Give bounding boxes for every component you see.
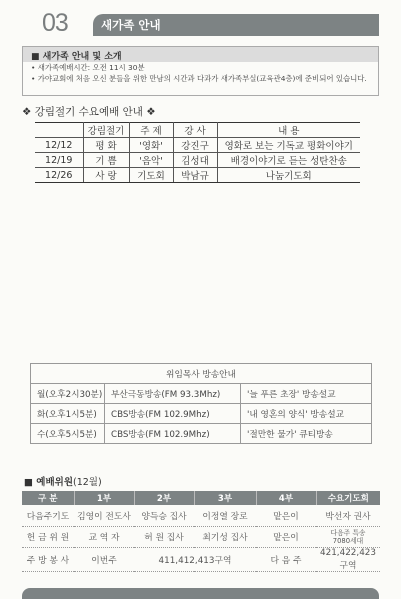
- table-header-row: [22, 491, 380, 505]
- cell: '늘 푸른 초장' 방송설교: [241, 384, 372, 404]
- cell: '영화': [129, 138, 173, 153]
- row-label: 다음주기도: [22, 505, 74, 526]
- cell: 12/26: [35, 168, 83, 183]
- intro-line: • 새가족예배시간: 오전 11시 30분: [31, 63, 145, 72]
- section-title: 새가족 안내: [101, 18, 161, 32]
- table-row: [35, 138, 360, 153]
- new-family-intro-box: [22, 46, 379, 96]
- intro-heading: ■ 새가족 안내 및 소개: [23, 47, 378, 62]
- section-title-tab: [93, 14, 379, 36]
- intro-line: • 가야교회에 처음 오신 분들을 위한 만남의 시간과 다과가 새가족부실(교육관4층)에 준비되어 있습니다.: [31, 74, 367, 83]
- header-cell: 강림절기: [83, 123, 129, 138]
- table-row: [22, 505, 380, 526]
- cell: 교 역 자: [74, 526, 134, 547]
- cell: 이정열 장로: [194, 505, 256, 526]
- note-line: 7080세대: [332, 536, 364, 545]
- cell: 기 쁨: [83, 153, 129, 168]
- cell: 12/19: [35, 153, 83, 168]
- cell: 양득승 집사: [134, 505, 194, 526]
- header-cell: 구 분: [22, 491, 74, 505]
- cell: 부산극동방송(FM 93.3Mhz): [105, 384, 241, 404]
- cell: 421,422,423구역: [316, 547, 380, 571]
- cell: CBS방송(FM 102.9Mhz): [105, 424, 241, 444]
- cell: [316, 526, 380, 547]
- broadcast-title: 위임목사 방송안내: [31, 364, 372, 384]
- header-cell: 3부: [194, 491, 256, 505]
- cell: 사 랑: [83, 168, 129, 183]
- table-row: [22, 547, 380, 571]
- note-line: 다음주 특송: [330, 528, 366, 537]
- row-label: 주 방 봉 사: [22, 547, 74, 571]
- table-row: [35, 168, 360, 183]
- cell: 맡은이: [256, 526, 316, 547]
- header-cell: 수요기도회: [316, 491, 380, 505]
- table-header-row: [35, 123, 360, 138]
- cell: 수(오후5시5분): [31, 424, 105, 444]
- advent-schedule-table: [35, 122, 360, 183]
- servers-title-suffix: (12월): [73, 477, 102, 488]
- servers-title-text: ■ 예배위원: [24, 477, 73, 488]
- table-row: [31, 384, 372, 404]
- worship-servers-table: [22, 491, 380, 572]
- table-header-row: [31, 364, 372, 384]
- cell: 최기성 집사: [194, 526, 256, 547]
- header-cell: 1부: [74, 491, 134, 505]
- advent-title: ❖ 강림절기 수요예배 안내 ❖: [22, 106, 156, 118]
- header-cell: 내 용: [217, 123, 360, 138]
- header-cell: 강 사: [173, 123, 217, 138]
- cell: 박남규: [173, 168, 217, 183]
- cell: 허 원 집사: [134, 526, 194, 547]
- section-number: 03: [42, 9, 68, 37]
- section-header: [22, 4, 379, 38]
- header-cell: [35, 123, 83, 138]
- header-cell: 주 제: [129, 123, 173, 138]
- table-row: [35, 153, 360, 168]
- cell: 영화로 보는 기독교 평화이야기: [217, 138, 360, 153]
- cell: '절만한 물가' 큐티방송: [241, 424, 372, 444]
- cell: 이번주: [74, 547, 134, 571]
- cell: 김영이 전도사: [74, 505, 134, 526]
- cell: 기도회: [129, 168, 173, 183]
- cell: 다 음 주: [256, 547, 316, 571]
- cell: 맡은이: [256, 505, 316, 526]
- cell: 김성대: [173, 153, 217, 168]
- servers-title: [24, 474, 102, 488]
- cell: '음악': [129, 153, 173, 168]
- cell: CBS방송(FM 102.9Mhz): [105, 404, 241, 424]
- cell: '내 영혼의 양식' 방송설교: [241, 404, 372, 424]
- footer-bar: [22, 588, 379, 599]
- cell: 411,412,413구역: [134, 547, 256, 571]
- cell: 월(오후2시30분): [31, 384, 105, 404]
- cell: 배경이야기로 듣는 성탄찬송: [217, 153, 360, 168]
- cell: 12/12: [35, 138, 83, 153]
- cell: 평 화: [83, 138, 129, 153]
- cell: 강진구: [173, 138, 217, 153]
- cell: 박선자 권사: [316, 505, 380, 526]
- row-label: 헌 금 위 원: [22, 526, 74, 547]
- header-cell: 2부: [134, 491, 194, 505]
- table-row: [22, 526, 380, 547]
- cell: 나눔기도회: [217, 168, 360, 183]
- cell: 화(오후1시5분): [31, 404, 105, 424]
- table-row: [31, 404, 372, 424]
- header-cell: 4부: [256, 491, 316, 505]
- table-row: [31, 424, 372, 444]
- broadcast-schedule-table: [30, 363, 372, 444]
